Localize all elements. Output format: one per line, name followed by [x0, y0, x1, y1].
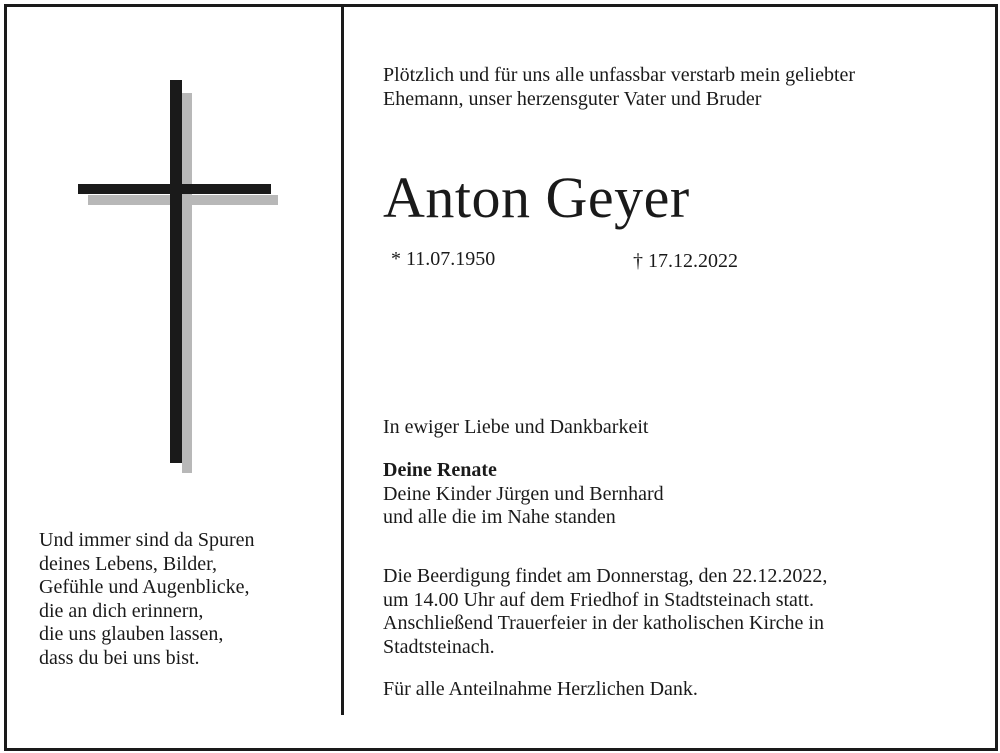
poem-line: die an dich erinnern, — [39, 599, 204, 622]
birth-date: * 11.07.1950 — [391, 248, 496, 270]
obituary-frame — [4, 4, 998, 751]
vertical-divider — [341, 7, 344, 715]
death-date: † 17.12.2022 — [633, 250, 738, 272]
cross-icon — [7, 7, 341, 527]
cross-bar-vertical — [170, 80, 182, 463]
funeral-line: um 14.00 Uhr auf dem Friedhof in Stadtsteinach statt. — [383, 588, 815, 611]
spouse-name: Deine Renate — [383, 459, 497, 481]
poem-line: Und immer sind da Spuren — [39, 529, 255, 551]
memorial-poem — [39, 529, 329, 670]
poem-line: die uns glauben lassen, — [39, 623, 224, 645]
poem-line: Gefühle und Augenblicke, — [39, 576, 250, 598]
poem-line: dass du bei uns bist. — [39, 646, 200, 669]
thanks-line: Für alle Anteilnahme Herzlichen Dank. — [383, 678, 698, 700]
funeral-line: Stadtsteinach. — [383, 635, 495, 658]
funeral-line: Die Beerdigung findet am Donnerstag, den 22.12.2022, — [383, 565, 828, 587]
funeral-line: Anschließend Trauerfeier in der katholischen Kirche in — [383, 612, 824, 634]
children-line: Deine Kinder Jürgen und Bernhard — [383, 482, 664, 505]
poem-line: deines Lebens, Bilder, — [39, 552, 218, 575]
cross-bar-horizontal — [78, 184, 271, 194]
intro-line: Ehemann, unser herzensguter Vater und Bruder — [383, 87, 762, 110]
funeral-details — [383, 565, 827, 659]
intro-text — [383, 64, 855, 111]
dedication-line: In ewiger Liebe und Dankbarkeit — [383, 416, 649, 438]
intro-line: Plötzlich und für uns alle unfassbar verstarb mein geliebter — [383, 64, 856, 86]
cross-shadow-vertical — [182, 93, 192, 473]
cross-shadow-horizontal — [88, 195, 278, 205]
mourners-list — [383, 459, 664, 530]
deceased-name: Anton Geyer — [383, 165, 690, 230]
others-line: und alle die im Nahe standen — [383, 506, 616, 528]
